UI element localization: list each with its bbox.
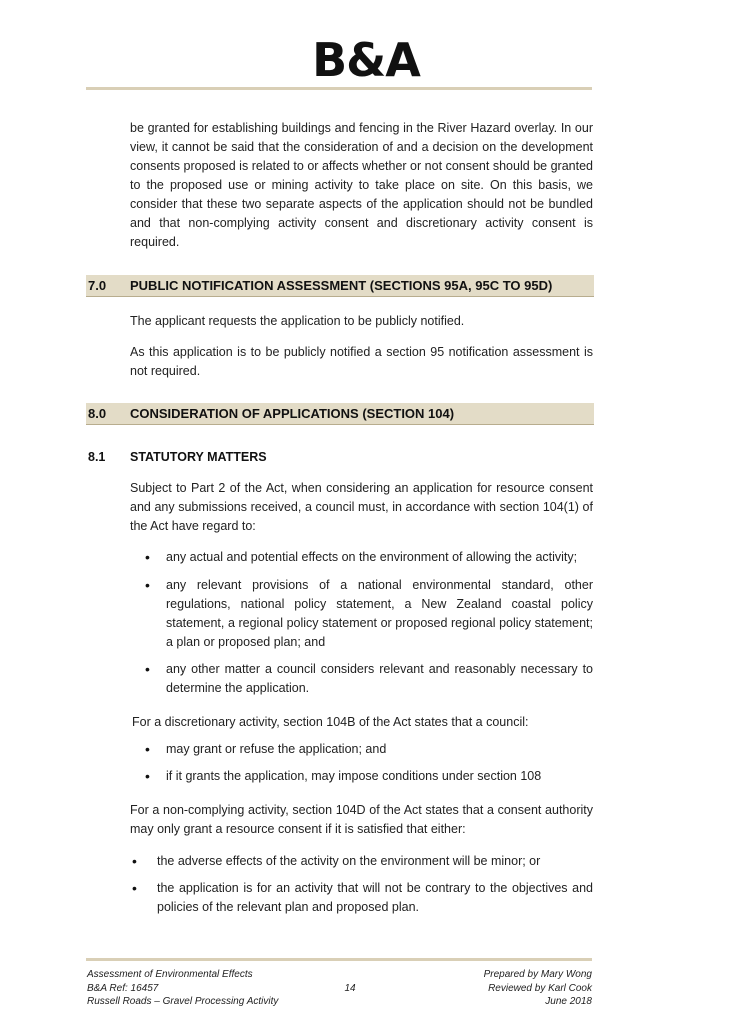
bullet-icon: • bbox=[145, 577, 150, 593]
subsection-8-1-number: 8.1 bbox=[88, 450, 106, 464]
list-item: if it grants the application, may impose conditions under section 108 bbox=[166, 769, 542, 783]
list-item: the adverse effects of the activity on the environment will be minor; or bbox=[157, 854, 541, 868]
footer-prepared-by: Prepared by Mary Wong bbox=[483, 969, 592, 980]
footer-divider bbox=[86, 958, 592, 961]
subsection-8-1-title: STATUTORY MATTERS bbox=[130, 450, 267, 464]
bullet-icon: • bbox=[145, 549, 150, 565]
bullet-icon: • bbox=[145, 741, 150, 757]
section-8-heading bbox=[86, 403, 594, 425]
list-item: any relevant provisions of a national environmental standard, other regulations, national policy statement, a New Zealand coastal policy statement, a regional policy statement or proposed regional policy statement; a plan or proposed plan; and bbox=[166, 578, 593, 649]
noncomplying-intro: For a non-complying activity, section 104D of the Act states that a consent authority may only grant a resource consent if it is satisfied that either: bbox=[130, 803, 593, 836]
section-8-title: CONSIDERATION OF APPLICATIONS (SECTION 104) bbox=[130, 406, 455, 421]
statutory-intro-paragraph: Subject to Part 2 of the Act, when considering an application for resource consent and any submissions received, a council must, in accordance with section 104(1) of the Act have regard to: bbox=[130, 481, 593, 533]
list-item: may grant or refuse the application; and bbox=[166, 742, 387, 756]
section-7-paragraph-2: As this application is to be publicly notified a section 95 notification assessment is not required. bbox=[130, 345, 593, 378]
footer-document-title: Assessment of Environmental Effects bbox=[87, 969, 253, 980]
header-divider bbox=[86, 87, 592, 90]
section-7-heading bbox=[86, 275, 594, 297]
bullet-icon: • bbox=[132, 880, 137, 896]
bullet-icon: • bbox=[145, 661, 150, 677]
list-item: any actual and potential effects on the environment of allowing the activity; bbox=[166, 550, 578, 564]
bullet-icon: • bbox=[145, 768, 150, 784]
section-7-title: PUBLIC NOTIFICATION ASSESSMENT (SECTIONS 95A, 95C TO 95D) bbox=[130, 278, 553, 293]
footer-reference: B&A Ref: 16457 bbox=[87, 982, 159, 994]
section-7-paragraph-1: The applicant requests the application to be publicly notified. bbox=[130, 314, 465, 328]
bullet-icon: • bbox=[132, 853, 137, 869]
discretionary-intro: For a discretionary activity, section 104B of the Act states that a council: bbox=[132, 715, 529, 729]
list-item: any other matter a council considers relevant and reasonably necessary to determine the application. bbox=[166, 662, 593, 695]
intro-paragraph: be granted for establishing buildings and fencing in the River Hazard overlay. In our view, it cannot be said that the consideration of and a decision on the development consents proposed is related to or affects whether or not consent should be granted to the proposed use or mining activity to take place on site. On this basis, we consider that these two separate aspects of the application should not be bundled and that non-complying activity consent and discretionary activity consent is required. bbox=[130, 121, 593, 249]
section-7-number: 7.0 bbox=[88, 278, 107, 293]
footer-left bbox=[87, 968, 278, 1009]
section-8-number: 8.0 bbox=[88, 406, 107, 421]
page-number: 14 bbox=[344, 983, 356, 994]
footer-date: June 2018 bbox=[545, 996, 592, 1007]
list-item: the application is for an activity that will not be contrary to the objectives and policies of the relevant plan and proposed plan. bbox=[157, 881, 593, 914]
footer-reviewed-by: Reviewed by Karl Cook bbox=[488, 982, 592, 994]
company-logo: B&A bbox=[312, 33, 420, 87]
footer-project: Russell Roads – Gravel Processing Activity bbox=[87, 996, 279, 1007]
footer-right bbox=[392, 968, 592, 1009]
